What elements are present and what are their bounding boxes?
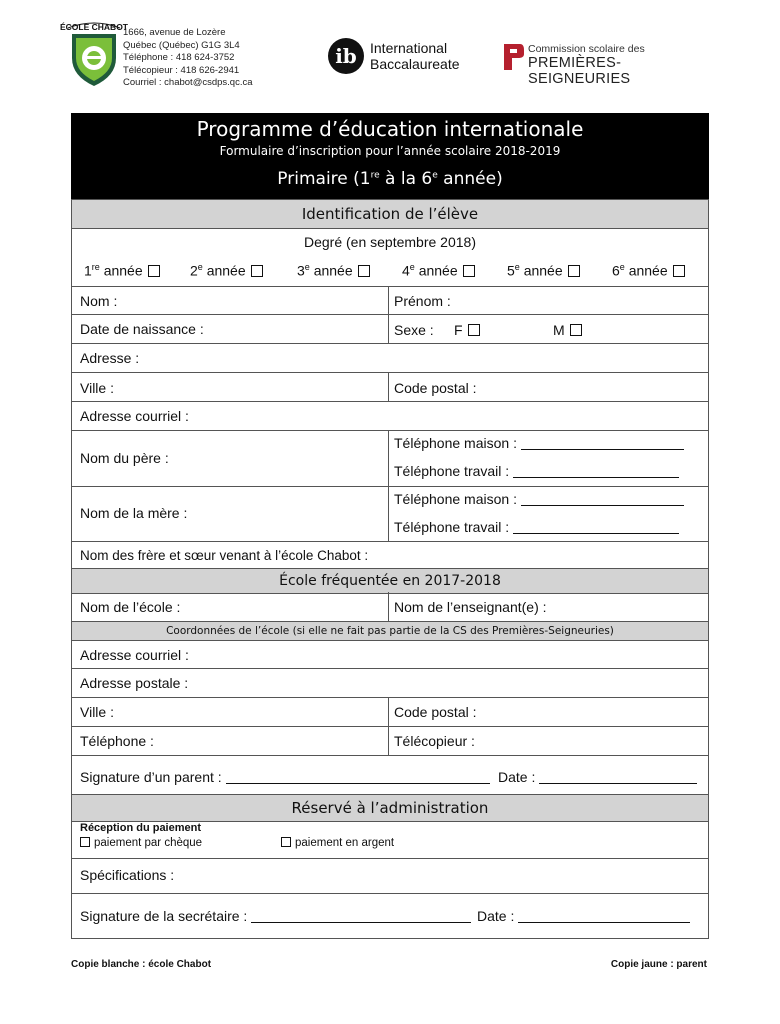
cs-line2: PREMIÈRES-SEIGNEURIES [528, 55, 631, 87]
student-section-heading: Identification de l’élève [72, 199, 708, 229]
form-title: Programme d’éducation internationale [196, 117, 584, 141]
secretary-date-field[interactable]: Date : [477, 908, 690, 924]
divider [72, 486, 708, 487]
argent-option[interactable]: paiement en argent [281, 837, 394, 849]
cs-logo [502, 40, 712, 87]
form-title-block [71, 113, 709, 199]
divider [72, 372, 708, 373]
divider [72, 668, 708, 669]
school-address [123, 27, 253, 90]
coord-heading: Coordonnées de l’école (si elle ne fait pas partie de la CS des Premières-Seigneuries) [72, 621, 708, 641]
form-subtitle: Formulaire d’inscription pour l’année scolaire 2018-2019 [219, 144, 561, 158]
mere-field[interactable]: Nom de la mère : [80, 505, 188, 521]
column-divider [388, 592, 389, 621]
address-line: Télécopieur : 418 626-2941 [123, 64, 240, 76]
grade-option[interactable]: 3e année [297, 262, 370, 279]
divider [72, 893, 708, 894]
nom-field[interactable]: Nom : [80, 293, 118, 309]
mere-tel-maison[interactable]: Téléphone maison : [394, 491, 684, 507]
sexe-m-checkbox[interactable] [570, 324, 582, 336]
ib-line1: International [370, 40, 448, 56]
grade-option[interactable]: 5e année [507, 262, 580, 279]
freres-field[interactable]: Nom des frère et sœur venant à l’école Chabot : [80, 548, 369, 563]
adresse-field[interactable]: Adresse : [80, 350, 140, 366]
grade-checkbox[interactable] [463, 265, 475, 277]
pere-field[interactable]: Nom du père : [80, 450, 169, 466]
parent-date-field[interactable]: Date : [498, 769, 697, 785]
column-divider [388, 286, 389, 343]
degree-label: Degré (en septembre 2018) [304, 234, 476, 250]
ecole-chabot-logo [60, 18, 128, 88]
ib-line2: Baccalaureate [370, 56, 460, 72]
mere-tel-travail[interactable]: Téléphone travail : [394, 519, 679, 535]
sexe-f-option[interactable]: F [454, 322, 480, 338]
footer-left: Copie blanche : école Chabot [71, 959, 212, 970]
sexe-label: Sexe : [394, 322, 434, 338]
school-courriel-field[interactable]: Adresse courriel : [80, 647, 189, 663]
divider [72, 401, 708, 402]
grade-checkbox[interactable] [358, 265, 370, 277]
divider [72, 726, 708, 727]
divider [72, 755, 708, 756]
grade-option[interactable]: 4e année [402, 262, 475, 279]
grade-option[interactable]: 6e année [612, 262, 685, 279]
school-ville-field[interactable]: Ville : [80, 704, 114, 720]
sexe-f-checkbox[interactable] [468, 324, 480, 336]
chabot-logo-text: ÉCOLE CHABOT [60, 22, 128, 32]
pere-tel-maison[interactable]: Téléphone maison : [394, 435, 684, 451]
school-telecopieur-field[interactable]: Télécopieur : [394, 733, 475, 749]
address-line: Québec (Québec) G1G 3L4 [123, 39, 240, 51]
parent-signature-field[interactable]: Signature d’un parent : [80, 769, 490, 785]
argent-checkbox[interactable] [281, 837, 291, 847]
address-line: Courriel : chabot@csdps.qc.ca [123, 77, 253, 88]
column-divider [388, 430, 389, 541]
grade-option[interactable]: 1re année [84, 262, 160, 279]
secretary-signature-field[interactable]: Signature de la secrétaire : [80, 908, 471, 924]
divider [72, 858, 708, 859]
grade-checkbox[interactable] [148, 265, 160, 277]
grade-checkbox[interactable] [568, 265, 580, 277]
school-code-postal-field[interactable]: Code postal : [394, 704, 477, 720]
dob-field[interactable]: Date de naissance : [80, 321, 204, 337]
grade-checkbox[interactable] [673, 265, 685, 277]
column-divider [388, 697, 389, 755]
pere-tel-travail[interactable]: Téléphone travail : [394, 463, 679, 479]
nom-ecole-field[interactable]: Nom de l’école : [80, 599, 181, 615]
footer-right: Copie jaune : parent [610, 959, 707, 970]
ville-field[interactable]: Ville : [80, 380, 114, 396]
grade-option[interactable]: 2e année [190, 262, 263, 279]
address-line: Téléphone : 418 624-3752 [123, 52, 235, 63]
cs-line1: Commission scolaire des [528, 43, 645, 55]
column-divider [388, 372, 389, 401]
divider [72, 697, 708, 698]
grade-checkbox[interactable] [251, 265, 263, 277]
prenom-field[interactable]: Prénom : [394, 293, 451, 309]
courriel-field[interactable]: Adresse courriel : [80, 408, 189, 424]
code-postal-field[interactable]: Code postal : [394, 380, 477, 396]
divider [72, 286, 708, 287]
admin-section-heading: Réservé à l’administration [72, 794, 708, 822]
school-telephone-field[interactable]: Téléphone : [80, 733, 154, 749]
ib-logo [328, 38, 458, 82]
ib-mark: ib [328, 38, 364, 74]
divider [72, 343, 708, 344]
sexe-m-option[interactable]: M [553, 322, 582, 338]
level-title: Primaire (1re à la 6e année) [277, 169, 503, 189]
school-section-heading: École fréquentée en 2017-2018 [72, 568, 708, 594]
divider [72, 430, 708, 431]
address-line: 1666, avenue de Lozère [123, 27, 226, 38]
divider [72, 314, 708, 315]
specifications-field[interactable]: Spécifications : [80, 867, 175, 883]
cheque-checkbox[interactable] [80, 837, 90, 847]
divider [72, 541, 708, 542]
cs-logo-icon [502, 42, 526, 72]
school-postale-field[interactable]: Adresse postale : [80, 675, 189, 691]
enseignant-field[interactable]: Nom de l’enseignant(e) : [394, 599, 547, 615]
reception-label: Réception du paiement [80, 822, 202, 834]
cheque-option[interactable]: paiement par chèque [80, 837, 202, 849]
